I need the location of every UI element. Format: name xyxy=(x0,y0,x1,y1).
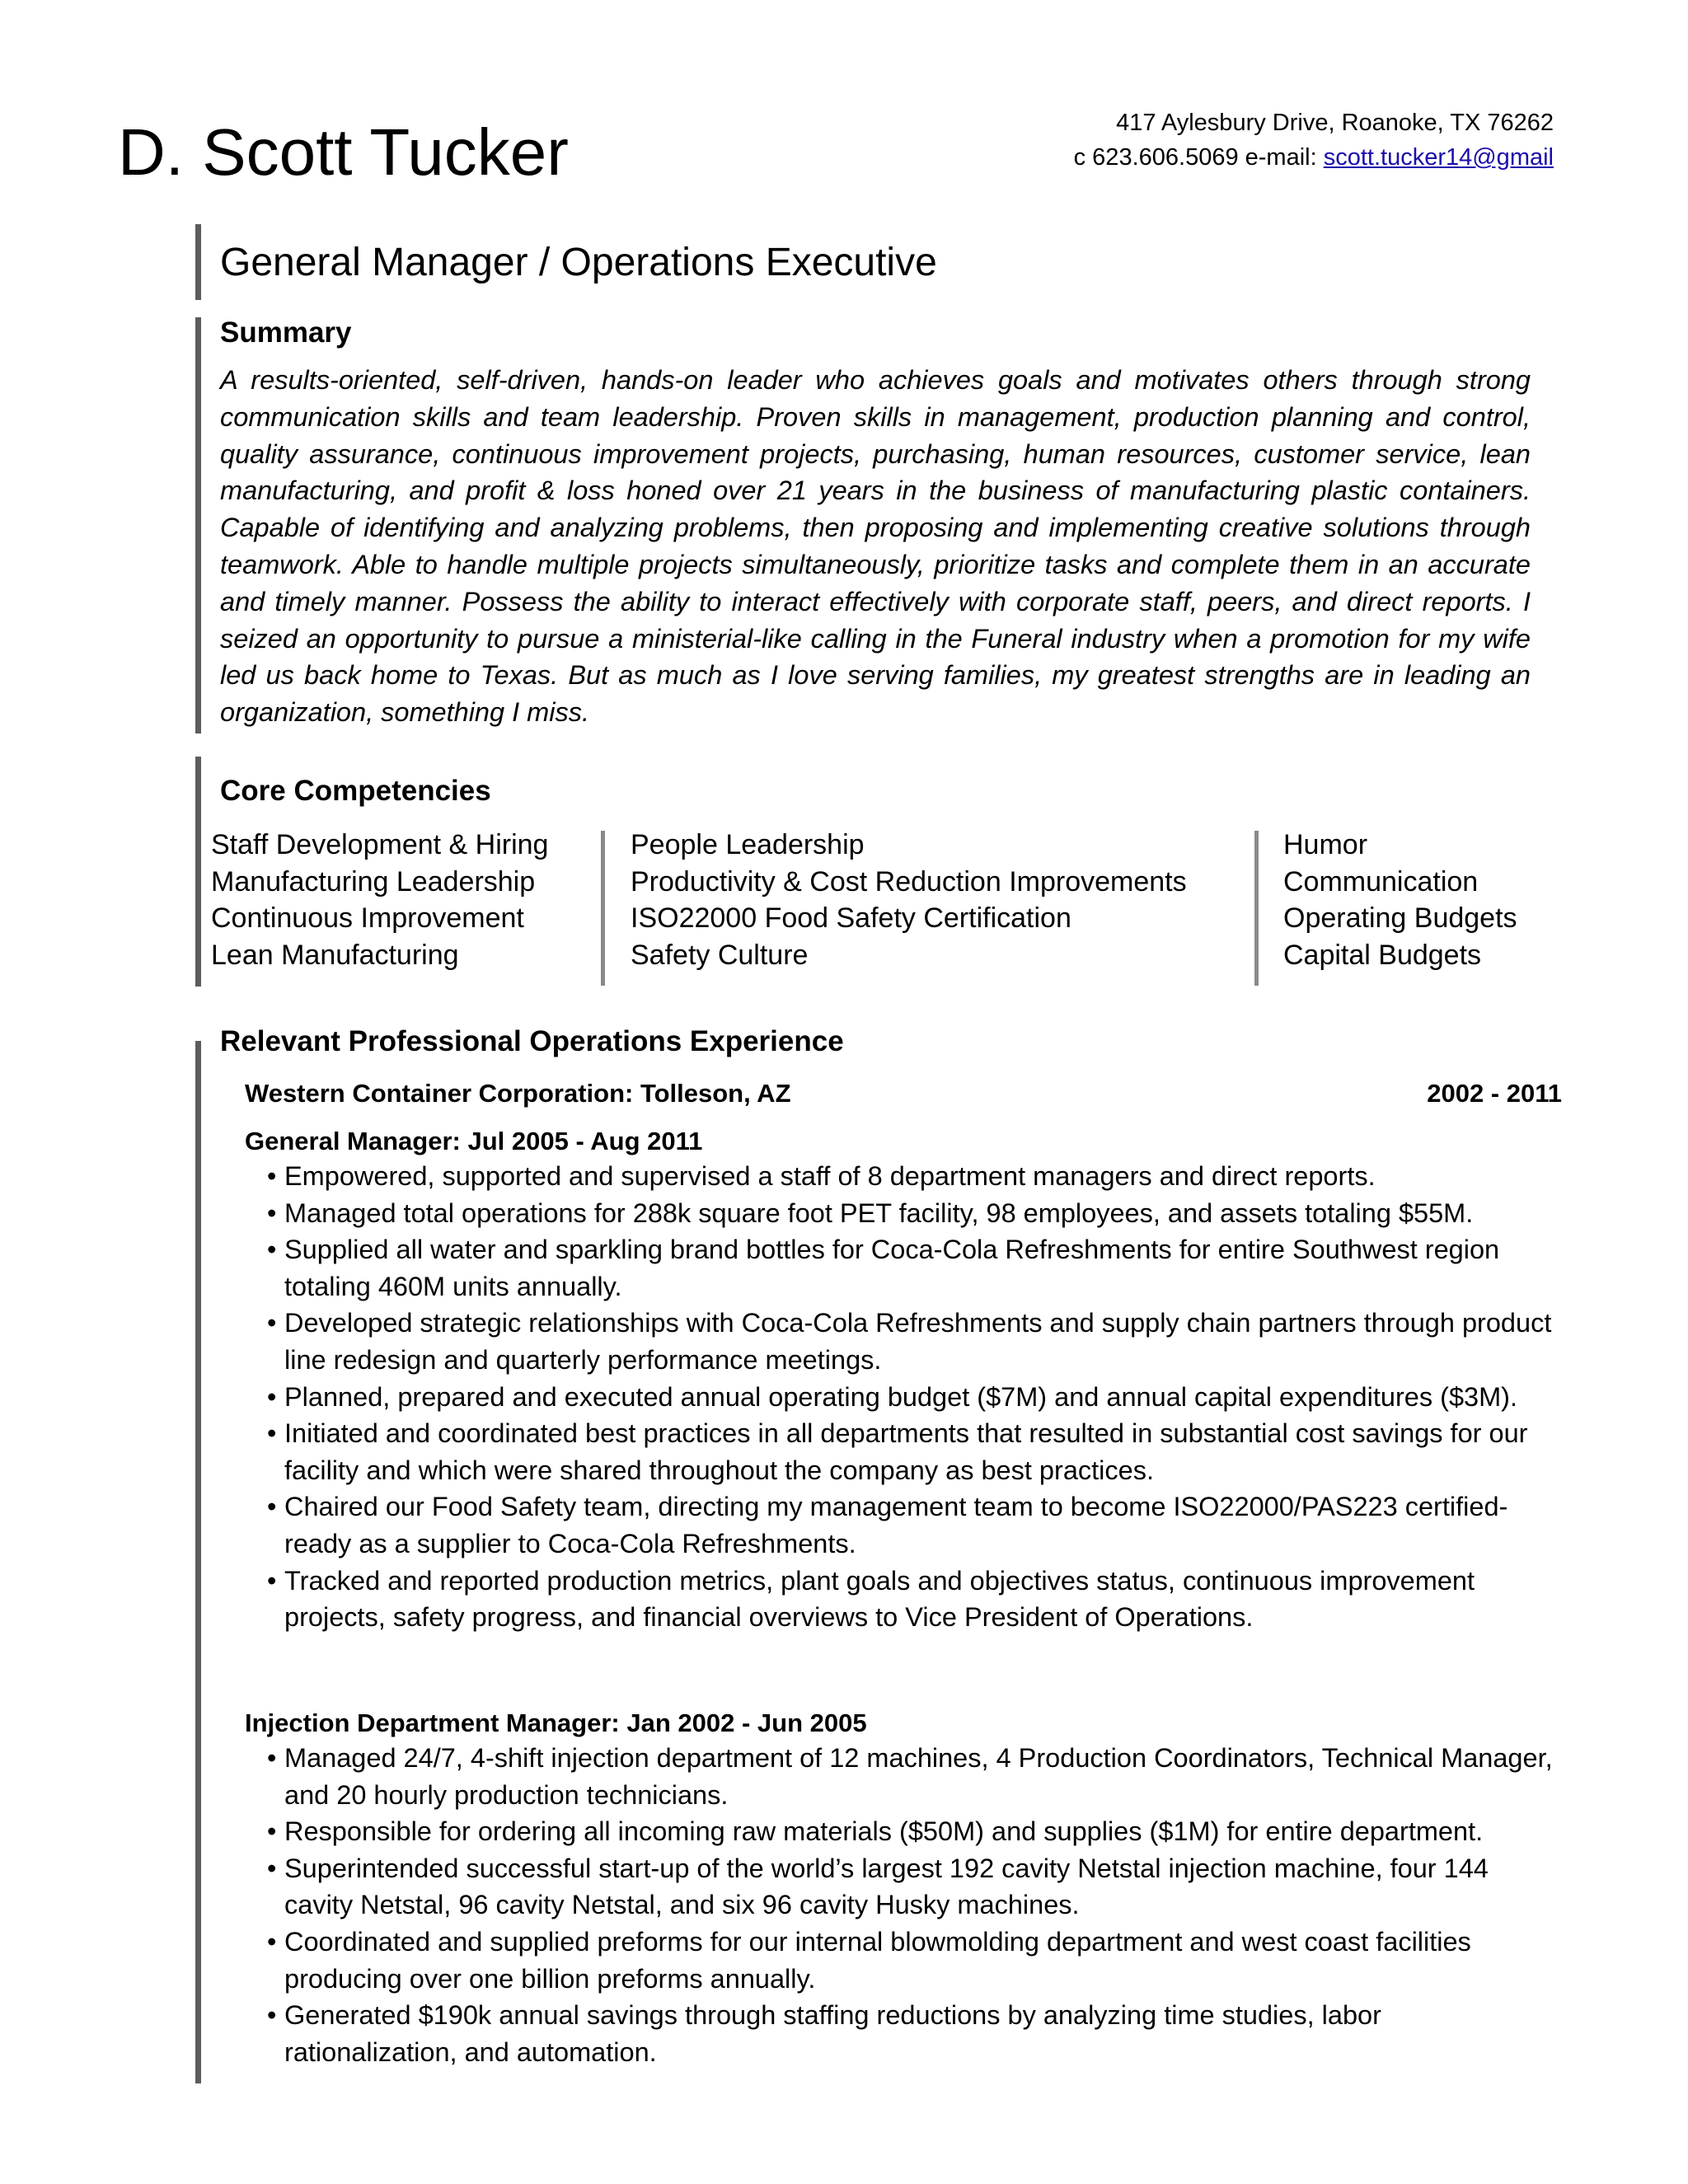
competency-item: ISO22000 Food Safety Certification xyxy=(631,902,1071,935)
competencies-column-3 xyxy=(1283,827,1517,973)
bullet-item: • Coordinated and supplied preforms for our internal blowmolding department and west coast facilities producing over one billion preforms annually. xyxy=(267,1924,1553,1997)
address: 417 Aylesbury Drive, Roanoke, TX 76262 xyxy=(1116,110,1554,136)
experience-heading: Relevant Professional Operations Experience xyxy=(220,1025,844,1057)
professional-title: General Manager / Operations Executive xyxy=(220,241,937,284)
bullet-item: • Managed total operations for 288k square foot PET facility, 98 employees, and assets totaling $55M. xyxy=(267,1195,1553,1232)
bullet-item: • Initiated and coordinated best practices in all departments that resulted in substantial cost savings for our facility and which were shared throughout the company as best practices. xyxy=(267,1415,1553,1488)
contact-block xyxy=(1074,105,1554,175)
competency-item: Manufacturing Leadership xyxy=(211,865,536,898)
competency-item: People Leadership xyxy=(631,829,865,860)
summary-text: A results-oriented, self-driven, hands-on leader who achieves goals and motivates others through strong communication skills and team leadership. Proven skills in management, production planning and control, quality assurance, continuous improvement projects, purchasing, human resources, customer service, lean manufacturing, and profit & loss honed over 21 years in the business of manufacturing plastic containers. Capable of identifying and analyzing problems, then proposing and implementing creative solutions through teamwork. Able to handle multiple projects simultaneously, prioritize tasks and complete them in an accurate and timely manner. Possess the ability to interact effectively with corporate staff, peers, and direct reports. I seized an opportunity to pursue a ministerial-like calling in the Funeral industry when a promotion for my wife led us back home to Texas. But as much as I love serving families, my greatest strengths are in leading an organization, something I miss. xyxy=(220,365,1531,728)
bullet-item: • Generated $190k annual savings through staffing reductions by analyzing time studies, labor rationalization, and automation. xyxy=(267,1997,1553,2070)
email-link[interactable]: scott.tucker14@gmail xyxy=(1323,144,1554,171)
bullet-item: • Tracked and reported production metrics, plant goals and objectives status, continuous improvement projects, safety progress, and financial overviews to Vice President of Operations. xyxy=(267,1563,1553,1636)
column-divider xyxy=(1254,831,1259,986)
competency-item: Capital Budgets xyxy=(1283,939,1482,971)
summary-heading: Summary xyxy=(220,316,352,349)
injection-manager-bullets xyxy=(267,1740,1553,2070)
bullet-item: • Empowered, supported and supervised a staff of 8 department managers and direct reports. xyxy=(267,1158,1553,1195)
competencies-column-1 xyxy=(211,827,548,973)
bullet-item: • Chaired our Food Safety team, directing my management team to become ISO22000/PAS223 certified-ready as a supplier to Coca-Cola Refreshments. xyxy=(267,1488,1553,1562)
bullet-item: • Developed strategic relationships with Coca-Cola Refreshments and supply chain partners through product line redesign and quarterly performance meetings. xyxy=(267,1305,1553,1378)
employer: Western Container Corporation: Tolleson, AZ xyxy=(245,1079,791,1108)
general-manager-bullets xyxy=(267,1158,1553,1636)
competency-item: Productivity & Cost Reduction Improvements xyxy=(631,865,1187,898)
phone-email-line xyxy=(1074,140,1554,175)
competencies-column-2 xyxy=(631,827,1187,973)
experience-accent-bar xyxy=(195,1041,201,2083)
bullet-item: • Managed 24/7, 4-shift injection department of 12 machines, 4 Production Coordinators, Technical Manager, and 20 hourly production technicians. xyxy=(267,1740,1553,1813)
competency-item: Operating Budgets xyxy=(1283,902,1517,935)
competency-item: Safety Culture xyxy=(631,939,809,971)
candidate-name: D. Scott Tucker xyxy=(118,115,569,189)
role-title-injection-manager: Injection Department Manager: Jan 2002 - Jun 2005 xyxy=(245,1708,867,1737)
title-accent-bar xyxy=(195,224,201,300)
competency-item: Communication xyxy=(1283,865,1479,898)
summary-accent-bar xyxy=(195,317,201,733)
bullet-item: • Supplied all water and sparkling brand bottles for Coca-Cola Refreshments for entire Southwest region totaling 460M units annually. xyxy=(267,1231,1553,1305)
role-title-general-manager: General Manager: Jul 2005 - Aug 2011 xyxy=(245,1127,703,1155)
competency-item: Lean Manufacturing xyxy=(211,939,459,971)
competency-item: Continuous Improvement xyxy=(211,902,524,935)
bullet-item: • Superintended successful start-up of the world’s largest 192 cavity Netstal injection machine, four 144 cavity Netstal, 96 cavity Netstal, and six 96 cavity Husky machines. xyxy=(267,1850,1553,1924)
employment-years: 2002 - 2011 xyxy=(1427,1079,1562,1108)
column-divider xyxy=(601,831,605,986)
bullet-item: • Planned, prepared and executed annual operating budget ($7M) and annual capital expenditures ($3M). xyxy=(267,1379,1553,1416)
competencies-heading: Core Competencies xyxy=(220,775,491,807)
competency-item: Humor xyxy=(1283,829,1368,860)
competency-item: Staff Development & Hiring xyxy=(211,829,549,860)
bullet-item: • Responsible for ordering all incoming raw materials ($50M) and supplies ($1M) for entire department. xyxy=(267,1813,1553,1850)
competencies-accent-bar xyxy=(195,757,201,987)
phone-email-prefix: c 623.606.5069 e-mail: xyxy=(1073,144,1324,171)
